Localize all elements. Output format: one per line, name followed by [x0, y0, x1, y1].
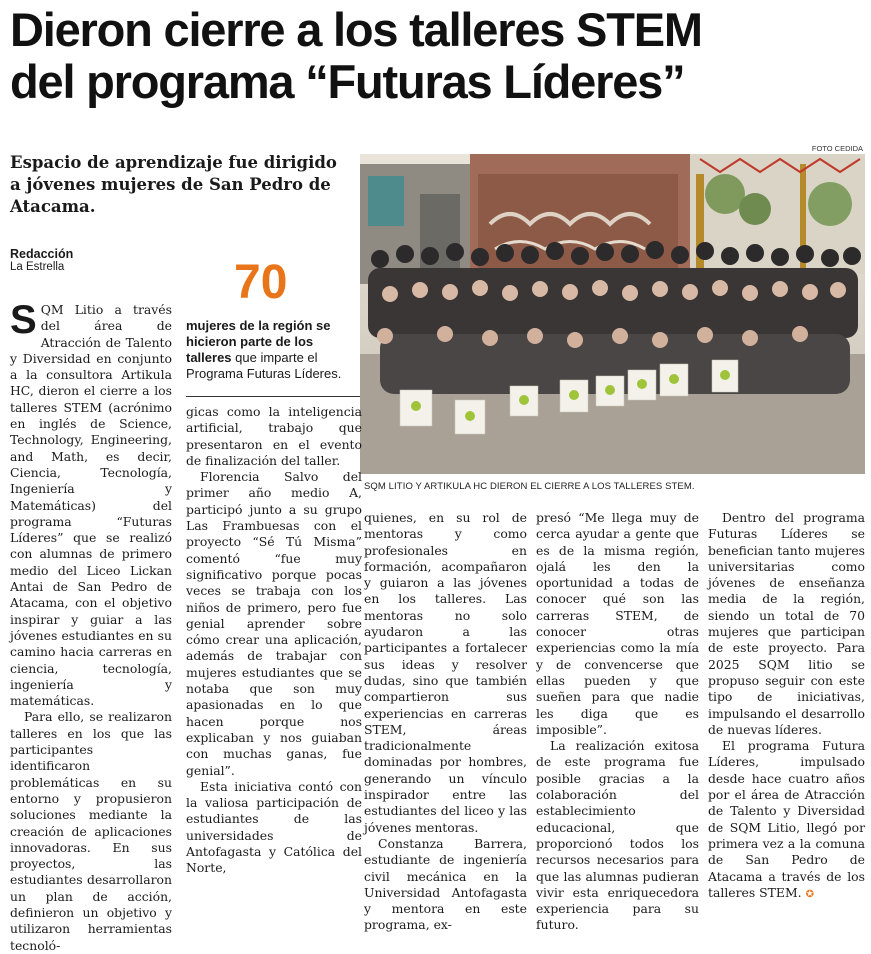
photo-credit: FOTO CEDIDA [811, 144, 863, 153]
col4-paragraph-1: presó “Me llega muy de cerca ayudar a gente que es de la misma región, ojalá les den la oportunidad a todas de conocer qué son las carreras STEM, de conocer otras experiencias como la mía y de convencerse que ellas pueden y que sueñen para que nadie les diga que es imposible”. [536, 510, 699, 737]
group-photo-illustration [360, 154, 865, 474]
subheadline: Espacio de aprendizaje fue dirigido a jóvenes mujeres de San Pedro de Atacama. [10, 153, 337, 216]
pull-quote-regular: que imparte el Programa Futuras Líderes. [186, 350, 342, 381]
pull-quote-rule [186, 396, 360, 397]
article-photo [360, 154, 865, 474]
headline-line-1: Dieron cierre a los talleres STEM [10, 3, 702, 56]
col1-paragraph-2: Para ello, se realizaron talleres en los que las participantes identificaron problemáticas en su entorno y propusieron soluciones mediante la creación de aplicaciones innovadoras. En sus proyectos, las estudiantes desarrollaron un plan de acción, definieron un objetivo y utilizaron herramientas tecnoló- [10, 709, 172, 953]
headline-line-2: del programa “Futuras Líderes” [10, 55, 685, 108]
col2-paragraph-1: gicas como la inteligencia artificial, trabajo que presentaron en el evento de finalización del taller. [186, 404, 362, 468]
article-column-2 [186, 404, 362, 877]
col5-paragraph-1: Dentro del programa Futuras Líderes se benefician tanto mujeres universitarias como jóvenes de enseñanza media de la región, siendo un total de 70 mujeres que participan de este proyecto. Para 2025 SQM litio se propuso seguir con este tipo de iniciativas, impulsando el desarrollo de nuevas líderes. [708, 510, 865, 737]
highlight-number: 70 [234, 256, 288, 309]
photo-caption: SQM LITIO Y ARTIKULA HC DIERON EL CIERRE A LOS TALLERES STEM. [364, 481, 695, 492]
col3-paragraph-1: quienes, en su rol de mentoras y como profesionales en formación, acompañaron y guiaron a las jóvenes en los talleres. Las mentoras no solo ayudaron a las participantes a fortalecer sus ideas y resolver dudas, sino que también compartieron sus experiencias en carreras STEM, áreas tradicionalmente dominadas por hombres, generando un vínculo inspirador entre las estudiantes del liceo y las jóvenes mentoras. [364, 510, 527, 835]
pull-quote-bold: mujeres de la región se hicieron parte de los talleres [186, 318, 331, 365]
byline-author: Redacción [10, 247, 74, 261]
article-column-5 [708, 510, 865, 903]
col5-paragraph-2: El programa Futura Líderes, impulsado desde hace cuatro años por el área de Atracción de Talento y Diversidad de SQM Litio, llegó por primera vez a la comuna de San Pedro de Atacama a través de los talleres STEM. [708, 738, 865, 900]
col2-paragraph-3: Esta iniciativa contó con la valiosa participación de estudiantes de las universidades de Antofagasta y Católica del Norte, [186, 778, 362, 876]
end-of-article-icon: ✪ [805, 888, 814, 900]
col3-paragraph-2: Constanza Barrera, estudiante de ingeniería civil mecánica en la Universidad Antofagasta y mentora en este programa, ex- [364, 835, 527, 933]
article-column-4 [536, 510, 699, 934]
drop-cap: S [10, 298, 37, 342]
col4-paragraph-2: La realización exitosa de este programa fue posible gracias a la colaboración del establecimiento educacional, que proporcionó todos los recursos necesarios para que las alumnas pudieran vivir esta enriquecedora experiencia para su futuro. [536, 738, 699, 933]
byline [10, 247, 73, 274]
col1-paragraph-1: QM Litio a través del área de Atracción de Talento y Diversidad en conjunto a la consultora Artikula HC, dieron el cierre a los talleres STEM (acrónimo en inglés de Science, Technology, Engineering, and Math, es decir, Ciencia, Tecnología, Ingeniería y Matemáticas) del programa “Futuras Líderes” que se realizó con alumnas de primero medio del Liceo Lickan Antai de San Pedro de Atacama, con el objetivo inspirar y guiar a las jóvenes estudiantes en su camino hacia carreras en ciencia, tecnología, ingeniería y matemáticas. [10, 302, 172, 709]
byline-publication: La Estrella [10, 261, 65, 273]
article-column-1 [10, 298, 172, 954]
article-column-3 [364, 510, 527, 934]
col2-paragraph-2: Florencia Salvo del primer año medio A, participó junto a su grupo Las Frambuesas con el proyecto “Sé Tú Misma” comentó “fue muy significativo porque pocas veces se trabaja con los niños de primero, pero fue genial aprender sobre cómo crear una aplicación, además de trabajar con mujeres estudiantes que se notaba que son muy apasionadas en lo que hacen porque nos explicaban y nos guiaban con muchas ganas, fue genial”. [186, 469, 362, 778]
headline [10, 4, 865, 108]
pull-quote [186, 318, 362, 382]
